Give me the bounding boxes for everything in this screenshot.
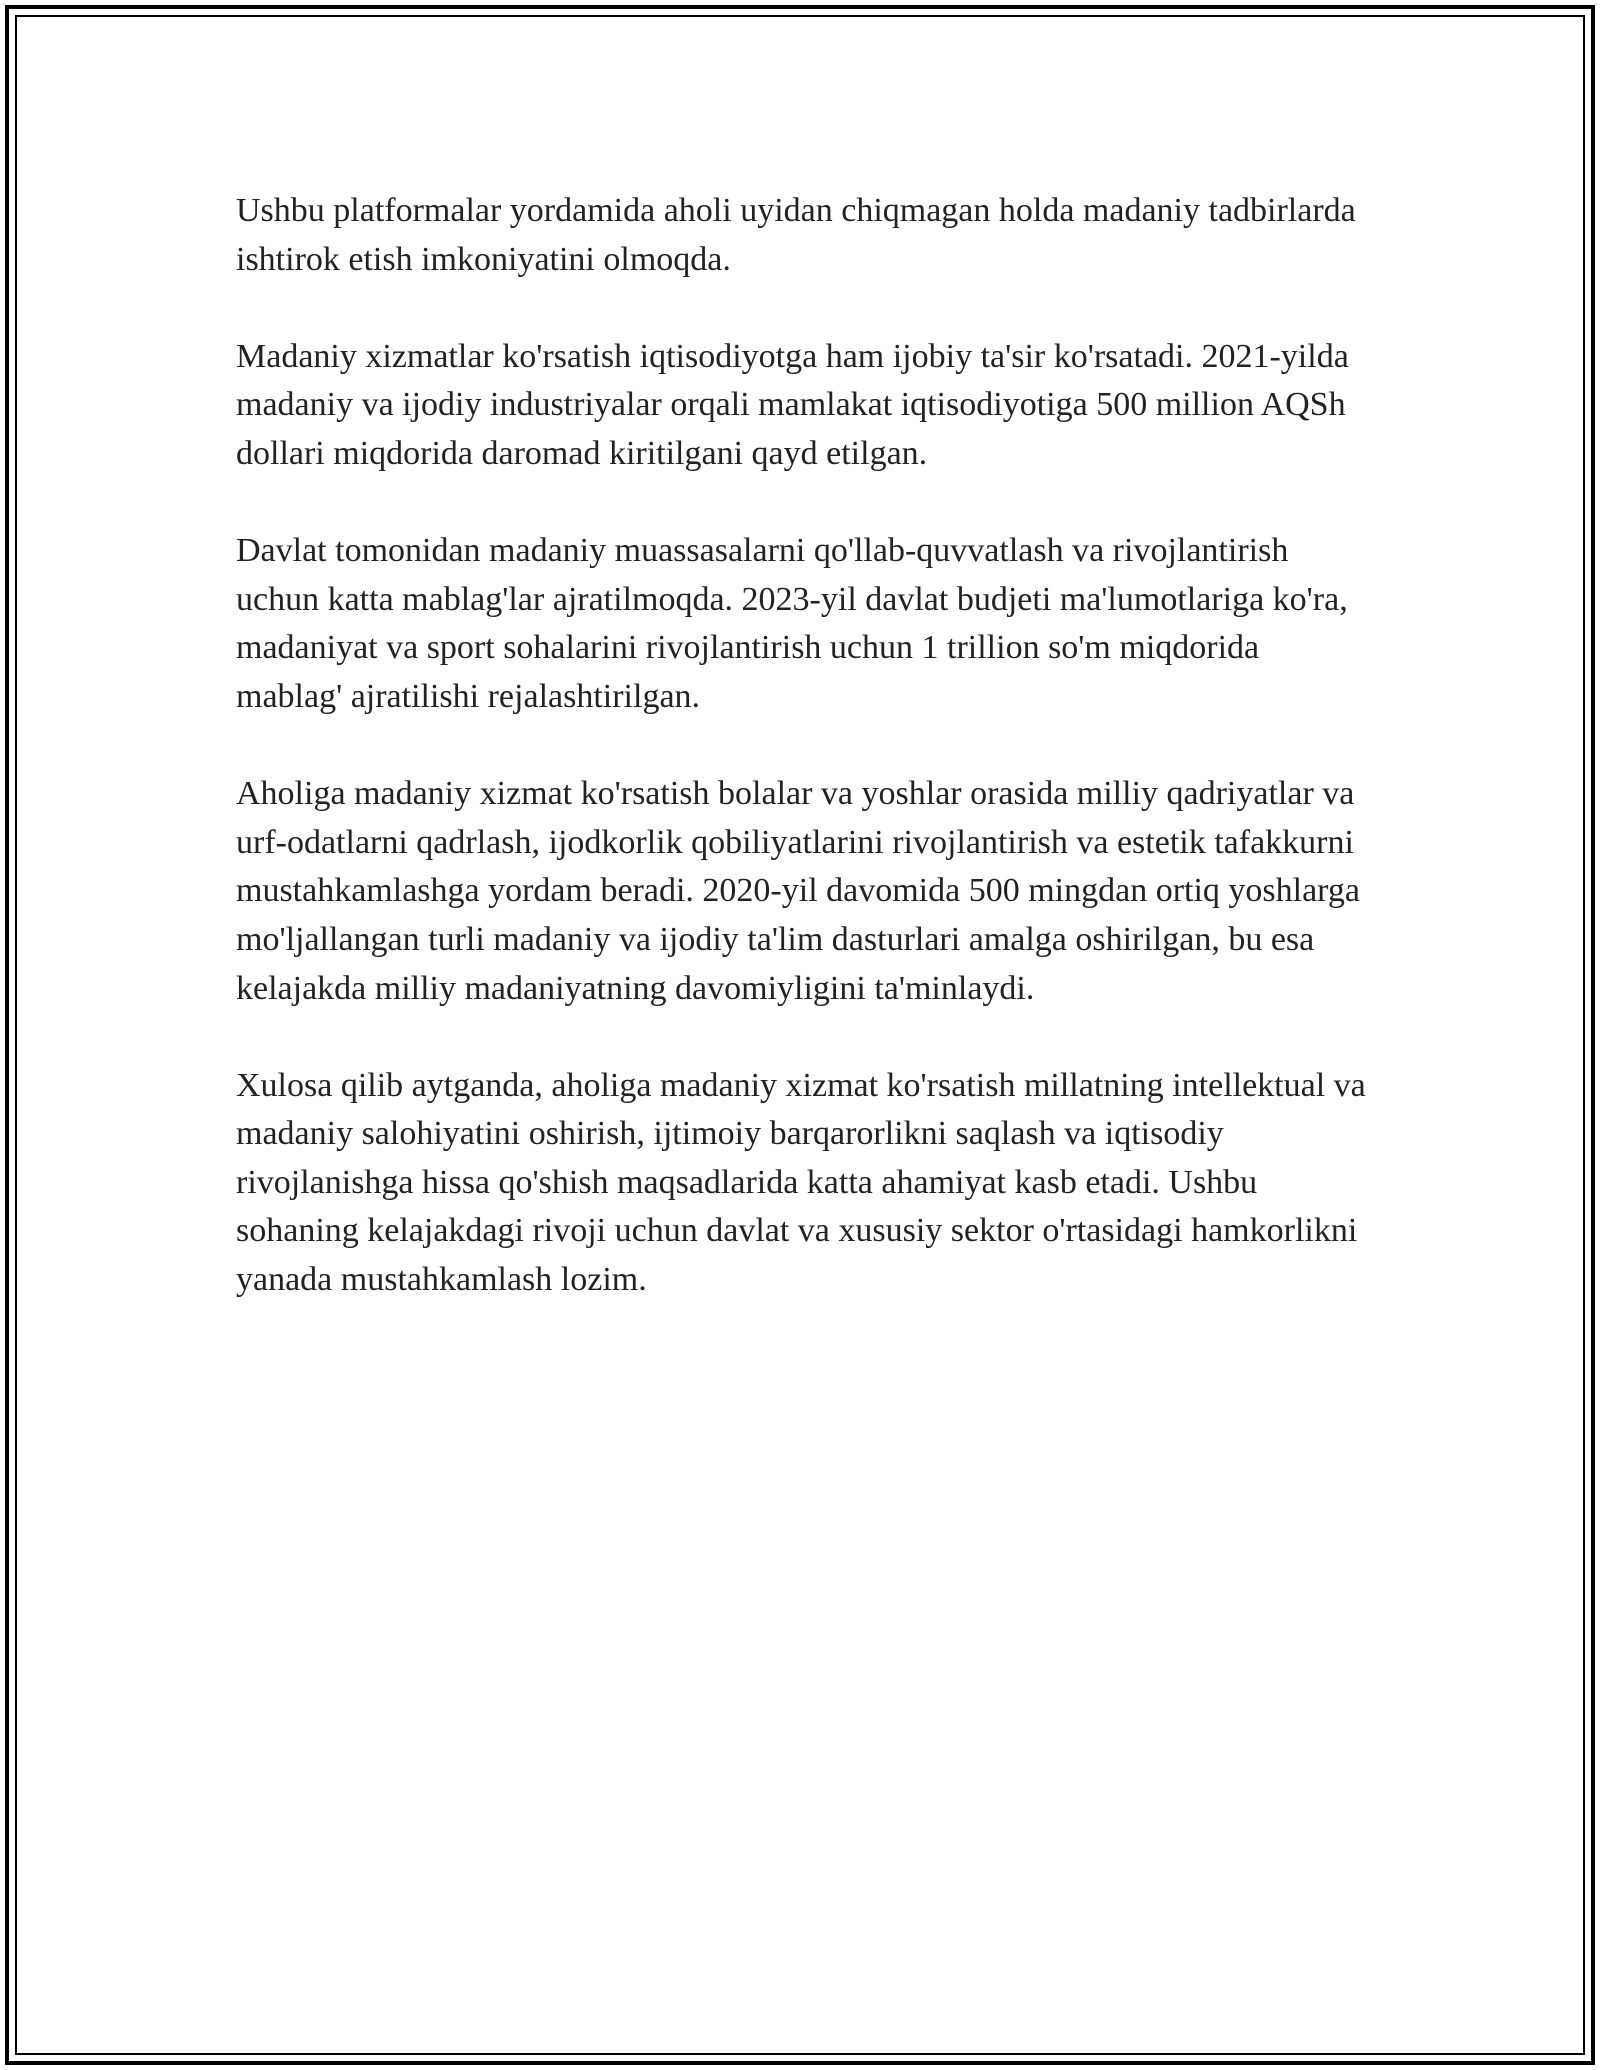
paragraph-conclusion: Xulosa qilib aytganda, aholiga madaniy xizmat ko'rsatish millatning intellektual va madaniy salohiyatini oshirish, ijtimoiy barqarorlikni saqlash va iqtisodiy rivojlanishga hissa qo'shish maqsadlarida katta ahamiyat kasb etadi. Ushbu sohaning kelajakdagi rivoji uchun davlat va xususiy sektor o'rtasidagi hamkorlikni yanada mustahkamlash lozim.: [236, 1066, 1366, 1299]
document-body: [236, 187, 1368, 1353]
paragraph-youth-education: Aholiga madaniy xizmat ko'rsatish bolalar va yoshlar orasida milliy qadriyatlar va urf-odatlarni qadrlash, ijodkorlik qobiliyatlarini rivojlantirish va estetik tafakkurni mustahkamlashga yordam beradi. 2020-yil davomida 500 mingdan ortiq yoshlarga mo'ljallangan turli madaniy va ijodiy ta'lim dasturlari amalga oshirilgan, bu esa kelajakda milliy madaniyatning davomiyligini ta'minlaydi.: [236, 775, 1360, 1007]
paragraph-state-funding: Davlat tomonidan madaniy muassasalarni qo'llab-quvvatlash va rivojlantirish uchun katta mablag'lar ajratilmoqda. 2023-yil davlat budjeti ma'lumotlariga ko'ra, madaniyat va sport sohalarini rivojlantirish uchun 1 trillion so'm miqdorida mablag' ajratilishi rejalashtirilgan.: [236, 532, 1348, 715]
paragraph-economic-impact: Madaniy xizmatlar ko'rsatish iqtisodiyotga ham ijobiy ta'sir ko'rsatadi. 2021-yilda madaniy va ijodiy industriyalar orqali mamlakat iqtisodiyotiga 500 million AQSh dollari miqdorida daromad kiritilgani qayd etilgan.: [236, 337, 1349, 472]
paragraph-online-platforms: Ushbu platformalar yordamida aholi uyidan chiqmagan holda madaniy tadbirlarda ishtirok etish imkoniyatini olmoqda.: [236, 192, 1356, 278]
